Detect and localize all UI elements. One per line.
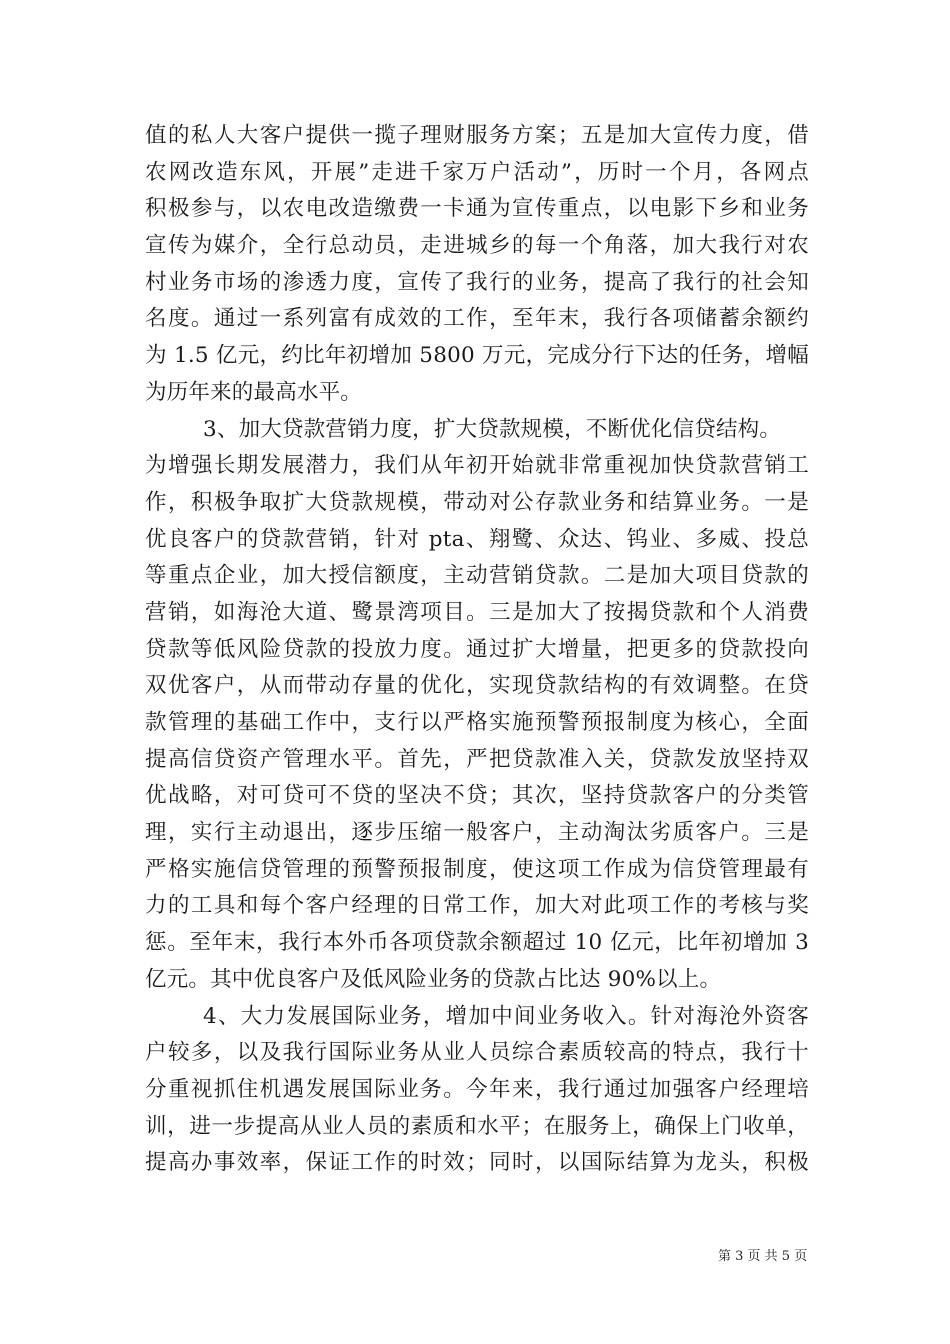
text-line: 双优客户，从而带动存量的优化，实现贷款结构的有效调整。在贷 (145, 673, 809, 699)
text-line: 严格实施信贷管理的预警预报制度，使这项工作成为信贷管理最有 (145, 856, 809, 882)
paragraph-heading: 3、加大贷款营销力度，扩大贷款规模，不断优化信贷结构。 (203, 416, 782, 442)
text-line: 提高办事效率，保证工作的时效；同时，以国际结算为龙头，积极 (145, 1150, 809, 1176)
text-line: 户较多，以及我行国际业务从业人员综合素质较高的特点，我行十 (145, 1040, 809, 1066)
text-line: 作，积极争取扩大贷款规模，带动对公存款业务和结算业务。一是 (145, 489, 809, 515)
text-line: 名度。通过一系列富有成效的工作，至年末，我行各项储蓄余额约 (145, 306, 809, 332)
text-line: 积极参与，以农电改造缴费一卡通为宣传重点，以电影下乡和业务 (145, 196, 809, 222)
body-text (145, 118, 809, 1182)
text-line: 惩。至年末，我行本外币各项贷款余额超过 10 亿元，比年初增加 3 (145, 930, 809, 956)
text-line: 款管理的基础工作中，支行以严格实施预警预报制度为核心，全面 (145, 710, 809, 735)
text-line: 贷款等低风险贷款的投放力度。通过扩大增量，把更多的贷款投向 (145, 636, 809, 662)
text-line: 优良客户的贷款营销，针对 pta、翔鹭、众达、钨业、多威、投总 (145, 526, 809, 552)
text-line: 农网改造东风，开展”走进千家万户活动”，历时一个月，各网点 (145, 159, 809, 185)
text-line: 提高信贷资产管理水平。首先，严把贷款准入关，贷款发放坚持双 (145, 746, 809, 772)
text-line: 值的私人大客户提供一揽子理财服务方案；五是加大宣传力度，借 (145, 123, 809, 148)
page-number: 第 3 页 共 5 页 (718, 1249, 808, 1264)
text-line: 理，实行主动退出，逐步压缩一般客户，主动淘汰劣质客户。三是 (145, 820, 809, 846)
text-line: 亿元。其中优良客户及低风险业务的贷款占比达 90%以上。 (145, 966, 722, 992)
text-line: 等重点企业，加大授信额度，主动营销贷款。二是加大项目贷款的 (145, 563, 809, 589)
text-line: 训，进一步提高从业人员的素质和水平；在服务上，确保上门收单， (145, 1113, 809, 1139)
paragraph-heading: 4、大力发展国际业务，增加中间业务收入。针对海沧外资客 (203, 1003, 809, 1029)
text-line: 分重视抓住机遇发展国际业务。今年来，我行通过加强客户经理培 (145, 1076, 809, 1102)
text-line: 村业务市场的渗透力度，宣传了我行的业务，提高了我行的社会知 (145, 269, 809, 295)
text-line: 为历年来的最高水平。 (145, 379, 363, 405)
text-line: 为增强长期发展潜力，我们从年初开始就非常重视加快贷款营销工 (145, 453, 809, 479)
text-line: 营销，如海沧大道、鹭景湾项目。三是加大了按揭贷款和个人消费 (145, 599, 809, 625)
text-line: 宣传为媒介，全行总动员，走进城乡的每一个角落，加大我行对农 (145, 233, 809, 259)
text-line: 优战略，对可贷可不贷的坚决不贷；其次，坚持贷款客户的分类管 (145, 783, 809, 809)
text-line: 为 1.5 亿元，约比年初增加 5800 万元，完成分行下达的任务，增幅 (145, 343, 809, 369)
text-line: 力的工具和每个客户经理的日常工作，加大对此项工作的考核与奖 (145, 893, 809, 919)
